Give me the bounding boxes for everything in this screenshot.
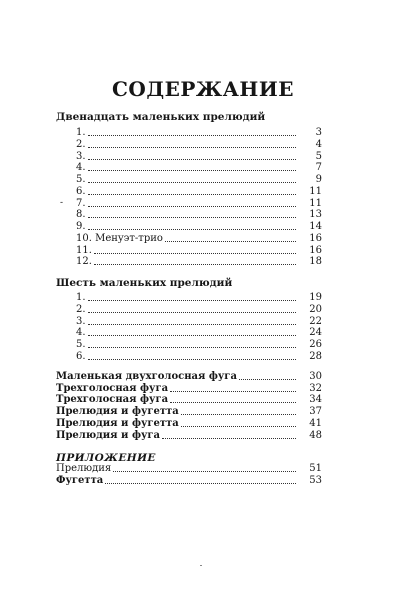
toc-entry-page: 19 xyxy=(309,292,322,303)
toc-entry-page: 48 xyxy=(309,430,322,441)
toc-entry-label: 9. xyxy=(76,221,86,232)
toc-entry-label: 4. xyxy=(76,162,86,173)
toc-entry-page: 7 xyxy=(315,162,322,173)
toc-entry-bold[interactable] xyxy=(56,430,322,441)
toc-entry[interactable] xyxy=(76,339,322,350)
toc-entry-label: Фугетта xyxy=(56,475,104,486)
toc-entry-page: 51 xyxy=(309,463,322,474)
toc-entry-page: 24 xyxy=(309,327,322,338)
toc-entry-page: 26 xyxy=(309,339,322,350)
toc-entry-page: 13 xyxy=(309,209,322,220)
toc-entry-label: 2. xyxy=(76,304,86,315)
dot-leader xyxy=(88,135,296,136)
toc-entry-label: Маленькая двухголосная фуга xyxy=(56,371,237,382)
toc-entry-label: 5. xyxy=(76,339,86,350)
section-heading-six-preludes: Шесть маленьких прелюдий xyxy=(56,277,233,289)
dot-leader xyxy=(94,264,296,265)
toc-entry-page: 30 xyxy=(309,371,322,382)
toc-entry-bold[interactable] xyxy=(56,418,322,429)
toc-entry-label: Прелюдия и фугетта xyxy=(56,406,179,417)
toc-entry[interactable] xyxy=(76,139,322,150)
toc-entry-page: 41 xyxy=(309,418,322,429)
toc-entry-page: 3 xyxy=(315,127,322,138)
dot-leader xyxy=(88,159,296,160)
toc-entry-bold[interactable] xyxy=(56,383,322,394)
section-heading-twelve-preludes: Двенадцать маленьких прелюдий xyxy=(56,111,266,123)
toc-entry-page: 22 xyxy=(309,316,322,327)
dot-leader xyxy=(88,206,296,207)
dot-leader xyxy=(170,391,296,392)
toc-entry-label: 4. xyxy=(76,327,86,338)
dot-leader xyxy=(88,217,296,218)
toc-entry[interactable] xyxy=(76,162,322,173)
dot-leader xyxy=(88,147,296,148)
toc-entry-page: 14 xyxy=(309,221,322,232)
toc-entry[interactable] xyxy=(76,245,322,256)
print-speck xyxy=(200,565,202,566)
toc-entry-page: 5 xyxy=(315,151,322,162)
toc-entry-bold[interactable] xyxy=(56,475,322,486)
toc-entry-label: 1. xyxy=(76,127,86,138)
toc-entry-label: Прелюдия и фугетта xyxy=(56,418,179,429)
dot-leader xyxy=(88,324,296,325)
dot-leader xyxy=(88,359,296,360)
toc-entry-label: 3. xyxy=(76,151,86,162)
toc-entry-page: 53 xyxy=(309,475,322,486)
page-title: СОДЕРЖАНИЕ xyxy=(112,77,294,101)
toc-entry-label: 7. xyxy=(76,198,86,209)
dot-leader xyxy=(170,402,296,403)
toc-entry[interactable] xyxy=(76,256,322,267)
dot-leader xyxy=(165,241,296,242)
toc-entry-label: Трехголосная фуга xyxy=(56,383,169,394)
toc-entry[interactable] xyxy=(76,327,322,338)
toc-entry-label: Прелюдия и фуга xyxy=(56,430,160,441)
toc-entry-page: 9 xyxy=(315,174,322,185)
dot-leader xyxy=(88,312,296,313)
dot-leader xyxy=(88,170,296,171)
dot-leader xyxy=(113,471,296,472)
dot-leader xyxy=(88,347,296,348)
toc-entry-page: 16 xyxy=(309,245,322,256)
toc-entry-label: Трехголосная фуга xyxy=(56,394,169,405)
toc-entry[interactable] xyxy=(76,233,322,244)
toc-entry[interactable] xyxy=(76,186,322,197)
toc-entry-page: 11 xyxy=(309,198,322,209)
dot-leader xyxy=(88,335,296,336)
toc-entry-bold[interactable] xyxy=(56,371,322,382)
toc-entry[interactable] xyxy=(76,174,322,185)
dot-leader xyxy=(239,379,296,380)
dot-leader xyxy=(162,438,296,439)
toc-entry-bold[interactable] xyxy=(56,406,322,417)
toc-entry-page: 28 xyxy=(309,351,322,362)
toc-entry-label: Прелюдия xyxy=(56,463,112,474)
toc-entry-label: 5. xyxy=(76,174,86,185)
dot-leader xyxy=(94,253,296,254)
toc-entry-label: 6. xyxy=(76,186,86,197)
toc-entry-page: 37 xyxy=(309,406,322,417)
toc-entry-label: 3. xyxy=(76,316,86,327)
toc-entry[interactable] xyxy=(76,316,322,327)
toc-entry[interactable] xyxy=(76,209,322,220)
toc-entry-page: 18 xyxy=(309,256,322,267)
dot-leader xyxy=(88,300,296,301)
toc-entry-label: 10. Менуэт-трио xyxy=(76,233,163,244)
toc-entry-page: 32 xyxy=(309,383,322,394)
toc-entry-label: 1. xyxy=(76,292,86,303)
toc-entry-label: 12. xyxy=(76,256,92,267)
toc-entry[interactable] xyxy=(76,292,322,303)
toc-entry[interactable] xyxy=(76,151,322,162)
toc-entry[interactable] xyxy=(76,351,322,362)
toc-entry-page: 4 xyxy=(315,139,322,150)
toc-entry[interactable] xyxy=(76,127,322,138)
dot-leader xyxy=(88,229,296,230)
toc-entry-label: 8. xyxy=(76,209,86,220)
toc-entry-label: 11. xyxy=(76,245,92,256)
toc-entry[interactable] xyxy=(76,304,322,315)
toc-entry[interactable] xyxy=(76,221,322,232)
dot-leader xyxy=(88,194,296,195)
toc-entry-bold[interactable] xyxy=(56,394,322,405)
toc-entry-page: 34 xyxy=(309,394,322,405)
dot-leader xyxy=(181,414,296,415)
stray-mark: - xyxy=(60,198,64,208)
dot-leader xyxy=(88,182,296,183)
toc-entry-page: 20 xyxy=(309,304,322,315)
toc-entry[interactable] xyxy=(56,463,322,474)
toc-entry-page: 16 xyxy=(309,233,322,244)
toc-entry[interactable] xyxy=(76,198,322,209)
dot-leader xyxy=(181,426,296,427)
appendix-heading: ПРИЛОЖЕНИЕ xyxy=(56,452,156,464)
toc-entry-label: 6. xyxy=(76,351,86,362)
dot-leader xyxy=(105,483,296,484)
toc-entry-label: 2. xyxy=(76,139,86,150)
toc-entry-page: 11 xyxy=(309,186,322,197)
